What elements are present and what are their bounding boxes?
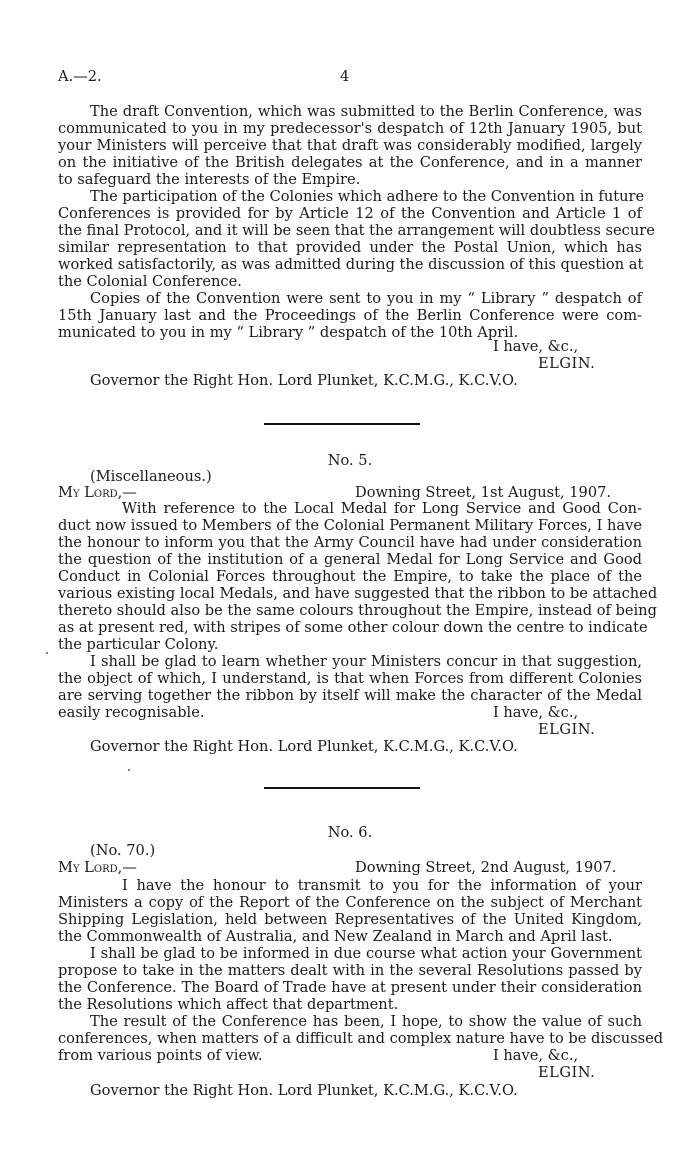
paragraph-line: Ministers a copy of the Report of the Conference on the subject of Merchant <box>58 894 642 911</box>
paragraph-line: as at present red, with stripes of some other colour down the centre to indicate <box>58 619 648 636</box>
location-date: Downing Street, 2nd August, 1907. <box>355 859 617 876</box>
paragraph-line: the honour to inform you that the Army Council have had under consideration <box>58 534 642 551</box>
paragraph-line: the object of which, I understand, is that when Forces from different Colonies <box>58 670 642 687</box>
paragraph-line: are serving together the ribbon by itself will make the character of the Medal <box>58 687 642 704</box>
paragraph-line: conferences, when matters of a difficult and complex nature have to be discussed <box>58 1030 664 1047</box>
paragraph-line: the particular Colony. <box>58 636 219 653</box>
paragraph-line: Shipping Legislation, held between Representatives of the United Kingdom, <box>58 911 642 928</box>
section-divider <box>264 787 420 789</box>
page-number: 4 <box>340 68 350 85</box>
paragraph-line: the final Protocol, and it will be seen that the arrangement will doubtless secure <box>58 222 655 239</box>
paragraph-line: the Commonwealth of Australia, and New Zealand in March and April last. <box>58 928 613 945</box>
addressee: Governor the Right Hon. Lord Plunket, K.C.M.G., K.C.V.O. <box>90 372 518 389</box>
location-date: Downing Street, 1st August, 1907. <box>355 484 612 501</box>
document-reference: A.—2. <box>58 68 102 85</box>
paragraph-line: the question of the institution of a general Medal for Long Service and Good <box>58 551 642 568</box>
closing-phrase: I have, &c., <box>493 704 579 721</box>
signature: ELGIN. <box>538 721 596 738</box>
paragraph-line: I shall be glad to learn whether your Ministers concur in that suggestion, <box>90 653 642 670</box>
salutation: My Lord,— <box>58 484 137 501</box>
paragraph-line: Conferences is provided for by Article 12 of the Convention and Article 1 of <box>58 205 642 222</box>
closing-phrase: I have, &c., <box>493 338 579 355</box>
paragraph-line: on the initiative of the British delegates at the Conference, and in a manner <box>58 154 642 171</box>
signature: ELGIN. <box>538 355 596 372</box>
addressee: Governor the Right Hon. Lord Plunket, K.C.M.G., K.C.V.O. <box>90 1082 518 1099</box>
signature: ELGIN. <box>538 1064 596 1081</box>
ink-speck <box>46 652 48 654</box>
addressee: Governor the Right Hon. Lord Plunket, K.C.M.G., K.C.V.O. <box>90 738 518 755</box>
paragraph-line: The participation of the Colonies which adhere to the Convention in future <box>90 188 645 205</box>
letter-number: No. 6. <box>327 824 373 841</box>
closing-phrase: I have, &c., <box>493 1047 579 1064</box>
paragraph-line: With reference to the Local Medal for Long Service and Good Con- <box>122 500 642 517</box>
paragraph-line: worked satisfactorily, as was admitted during the discussion of this question at <box>58 256 644 273</box>
paragraph-line: propose to take in the matters dealt with in the several Resolutions passed by <box>58 962 642 979</box>
paragraph-line: easily recognisable. <box>58 704 205 721</box>
paragraph-line: your Ministers will perceive that that draft was considerably modified, largely <box>58 137 642 154</box>
paragraph-line: Conduct in Colonial Forces throughout the Empire, to take the place of the <box>58 568 642 585</box>
paragraph-line: 15th January last and the Proceedings of the Berlin Conference were com- <box>58 307 642 324</box>
paragraph-line: from various points of view. <box>58 1047 263 1064</box>
paragraph-line: Copies of the Convention were sent to you in my “ Library ” despatch of <box>90 290 642 307</box>
paragraph-line: municated to you in my “ Library ” despatch of the 10th April. <box>58 324 519 341</box>
paragraph-line: The result of the Conference has been, I hope, to show the value of such <box>90 1013 642 1030</box>
paragraph-line: duct now issued to Members of the Colonial Permanent Military Forces, I have <box>58 517 642 534</box>
paragraph-line: similar representation to that provided under the Postal Union, which has <box>58 239 642 256</box>
paragraph-line: The draft Convention, which was submitted to the Berlin Conference, was <box>90 103 642 120</box>
paragraph-line: I shall be glad to be informed in due course what action your Government <box>90 945 642 962</box>
paragraph-line: to safeguard the interests of the Empire. <box>58 171 361 188</box>
ink-speck <box>128 769 130 771</box>
paragraph-line: I have the honour to transmit to you for the information of your <box>122 877 642 894</box>
section-divider <box>264 423 420 425</box>
salutation: My Lord,— <box>58 859 137 876</box>
paragraph-line: various existing local Medals, and have suggested that the ribbon to be attached <box>58 585 658 602</box>
paragraph-line: the Resolutions which affect that department. <box>58 996 399 1013</box>
letter-category: (Miscellaneous.) <box>90 468 212 485</box>
paragraph-line: the Conference. The Board of Trade have at present under their consideration <box>58 979 642 996</box>
letter-category: (No. 70.) <box>90 842 156 859</box>
paragraph-line: communicated to you in my predecessor's despatch of 12th January 1905, but <box>58 120 642 137</box>
paragraph-line: the Colonial Conference. <box>58 273 242 290</box>
paragraph-line: thereto should also be the same colours throughout the Empire, instead of being <box>58 602 657 619</box>
letter-number: No. 5. <box>327 452 373 469</box>
